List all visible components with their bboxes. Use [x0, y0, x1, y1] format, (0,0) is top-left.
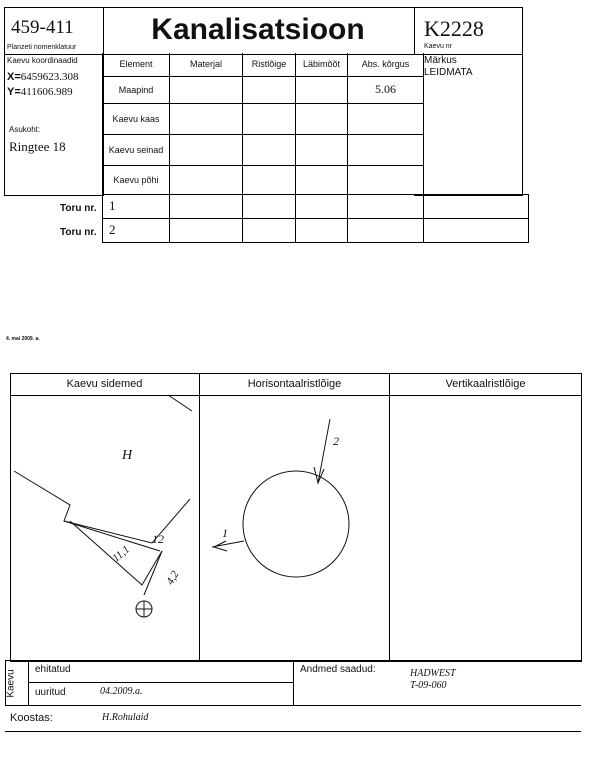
row-diameter — [296, 103, 348, 134]
mark-11-1: 11,1 — [110, 543, 133, 565]
col-abs-height: Abs. kõrgus — [348, 53, 424, 76]
row-abs-height — [348, 103, 424, 134]
coordinate-x — [7, 71, 79, 83]
well-circle — [243, 471, 349, 577]
coordinates-box — [4, 53, 104, 196]
leader-line — [144, 551, 162, 595]
notes-label: Märkus — [424, 55, 457, 66]
pipe-cross-section — [243, 194, 296, 218]
pipe-label-1: Toru nr. — [60, 203, 97, 214]
footer-line-mid — [293, 660, 294, 706]
row-abs-height: 5.06 — [348, 76, 424, 103]
pipe-number: 2 — [103, 218, 170, 242]
x-prefix: X= — [7, 71, 21, 83]
pipe-abs-height — [348, 218, 424, 242]
row-material — [170, 165, 243, 194]
surveyed-value: 04.2009.a. — [100, 686, 143, 697]
date-stamp: 4. mai 2009. a. — [6, 336, 40, 342]
pipe-notes — [424, 218, 529, 242]
row-diameter — [296, 165, 348, 194]
title-box — [102, 7, 415, 55]
row-abs-height — [348, 134, 424, 165]
pipe-label-2: Toru nr. — [60, 227, 97, 238]
sheet-number-label: Planzeti nomenklatuur — [7, 44, 77, 51]
pipe-material — [170, 218, 243, 242]
row-diameter — [296, 76, 348, 103]
sketch-col1-title: Kaevu sidemed — [66, 378, 143, 390]
row-material — [170, 103, 243, 134]
built-label: ehitatud — [35, 664, 71, 675]
well-number-label: Kaevu nr — [424, 43, 453, 50]
author-label: Koostas: — [10, 712, 53, 724]
row-element: Kaevu kaas — [103, 103, 170, 134]
row-abs-height — [348, 165, 424, 194]
footer-line-kaevu — [28, 660, 29, 706]
pipe-row — [103, 218, 529, 242]
mark-pipe-1: 1 — [222, 526, 228, 540]
data-source-label: Andmed saadud: — [300, 664, 376, 675]
sheet-number: 459-411 — [11, 17, 74, 38]
mark-12: 12 — [152, 532, 164, 546]
x-value: 6459623.308 — [20, 71, 79, 83]
mark-4-2: 4,2 — [164, 569, 182, 587]
surveyed-label: uuritud — [35, 687, 66, 698]
pipe-material — [170, 194, 243, 218]
author-value: H.Rohulaid — [102, 712, 149, 723]
pipe-abs-height — [348, 194, 424, 218]
col-element: Element — [103, 53, 170, 76]
y-value: 411606.989 — [20, 86, 73, 98]
sketch-col2-title: Horisontaalristlõige — [247, 378, 342, 390]
author-line — [5, 731, 581, 732]
sketch-drawing — [0, 373, 595, 673]
row-cross-section — [243, 76, 296, 103]
address-value: Ringtee 18 — [9, 139, 66, 154]
coordinates-label: Kaevu koordinaadid — [7, 56, 78, 65]
page-title: Kanalisatsioon — [151, 13, 365, 46]
footer-mid-line — [28, 682, 293, 683]
notes-value: LEIDMATA — [424, 67, 473, 78]
notes-box — [414, 53, 523, 196]
pipe-diameter — [296, 218, 348, 242]
data-source-value-2: T-09-060 — [410, 680, 447, 691]
well-number: K2228 — [424, 16, 484, 41]
row-element: Kaevu põhi — [103, 165, 170, 194]
row-cross-section — [243, 103, 296, 134]
pipe-diameter — [296, 194, 348, 218]
row-material — [170, 76, 243, 103]
measure-line — [64, 521, 160, 551]
row-material — [170, 134, 243, 165]
row-element: Maapind — [103, 76, 170, 103]
sketch-col3-title: Vertikaalristlõige — [445, 378, 526, 390]
well-number-box — [414, 7, 523, 55]
pipe-row — [103, 194, 529, 218]
row-cross-section — [243, 134, 296, 165]
mark-h: H — [122, 448, 133, 463]
row-element: Kaevu seinad — [103, 134, 170, 165]
row-cross-section — [243, 165, 296, 194]
address-label: Asukoht: — [9, 125, 41, 134]
data-source-value-1: HADWEST — [410, 668, 456, 679]
pipe-2-line — [318, 419, 330, 483]
kaevu-label: Kaevu — [5, 669, 17, 698]
coordinate-y — [7, 86, 73, 98]
pipe-number: 1 — [103, 194, 170, 218]
boundary-line — [168, 395, 192, 411]
row-diameter — [296, 134, 348, 165]
col-cross-section: Ristlõige — [243, 53, 296, 76]
mark-pipe-2: 2 — [333, 434, 339, 448]
pipe-cross-section — [243, 218, 296, 242]
col-material: Materjal — [170, 53, 243, 76]
col-diameter: Läbimõõt — [296, 53, 348, 76]
sheet-number-box — [4, 7, 104, 55]
pipe-notes — [424, 194, 529, 218]
y-prefix: Y= — [7, 86, 21, 98]
